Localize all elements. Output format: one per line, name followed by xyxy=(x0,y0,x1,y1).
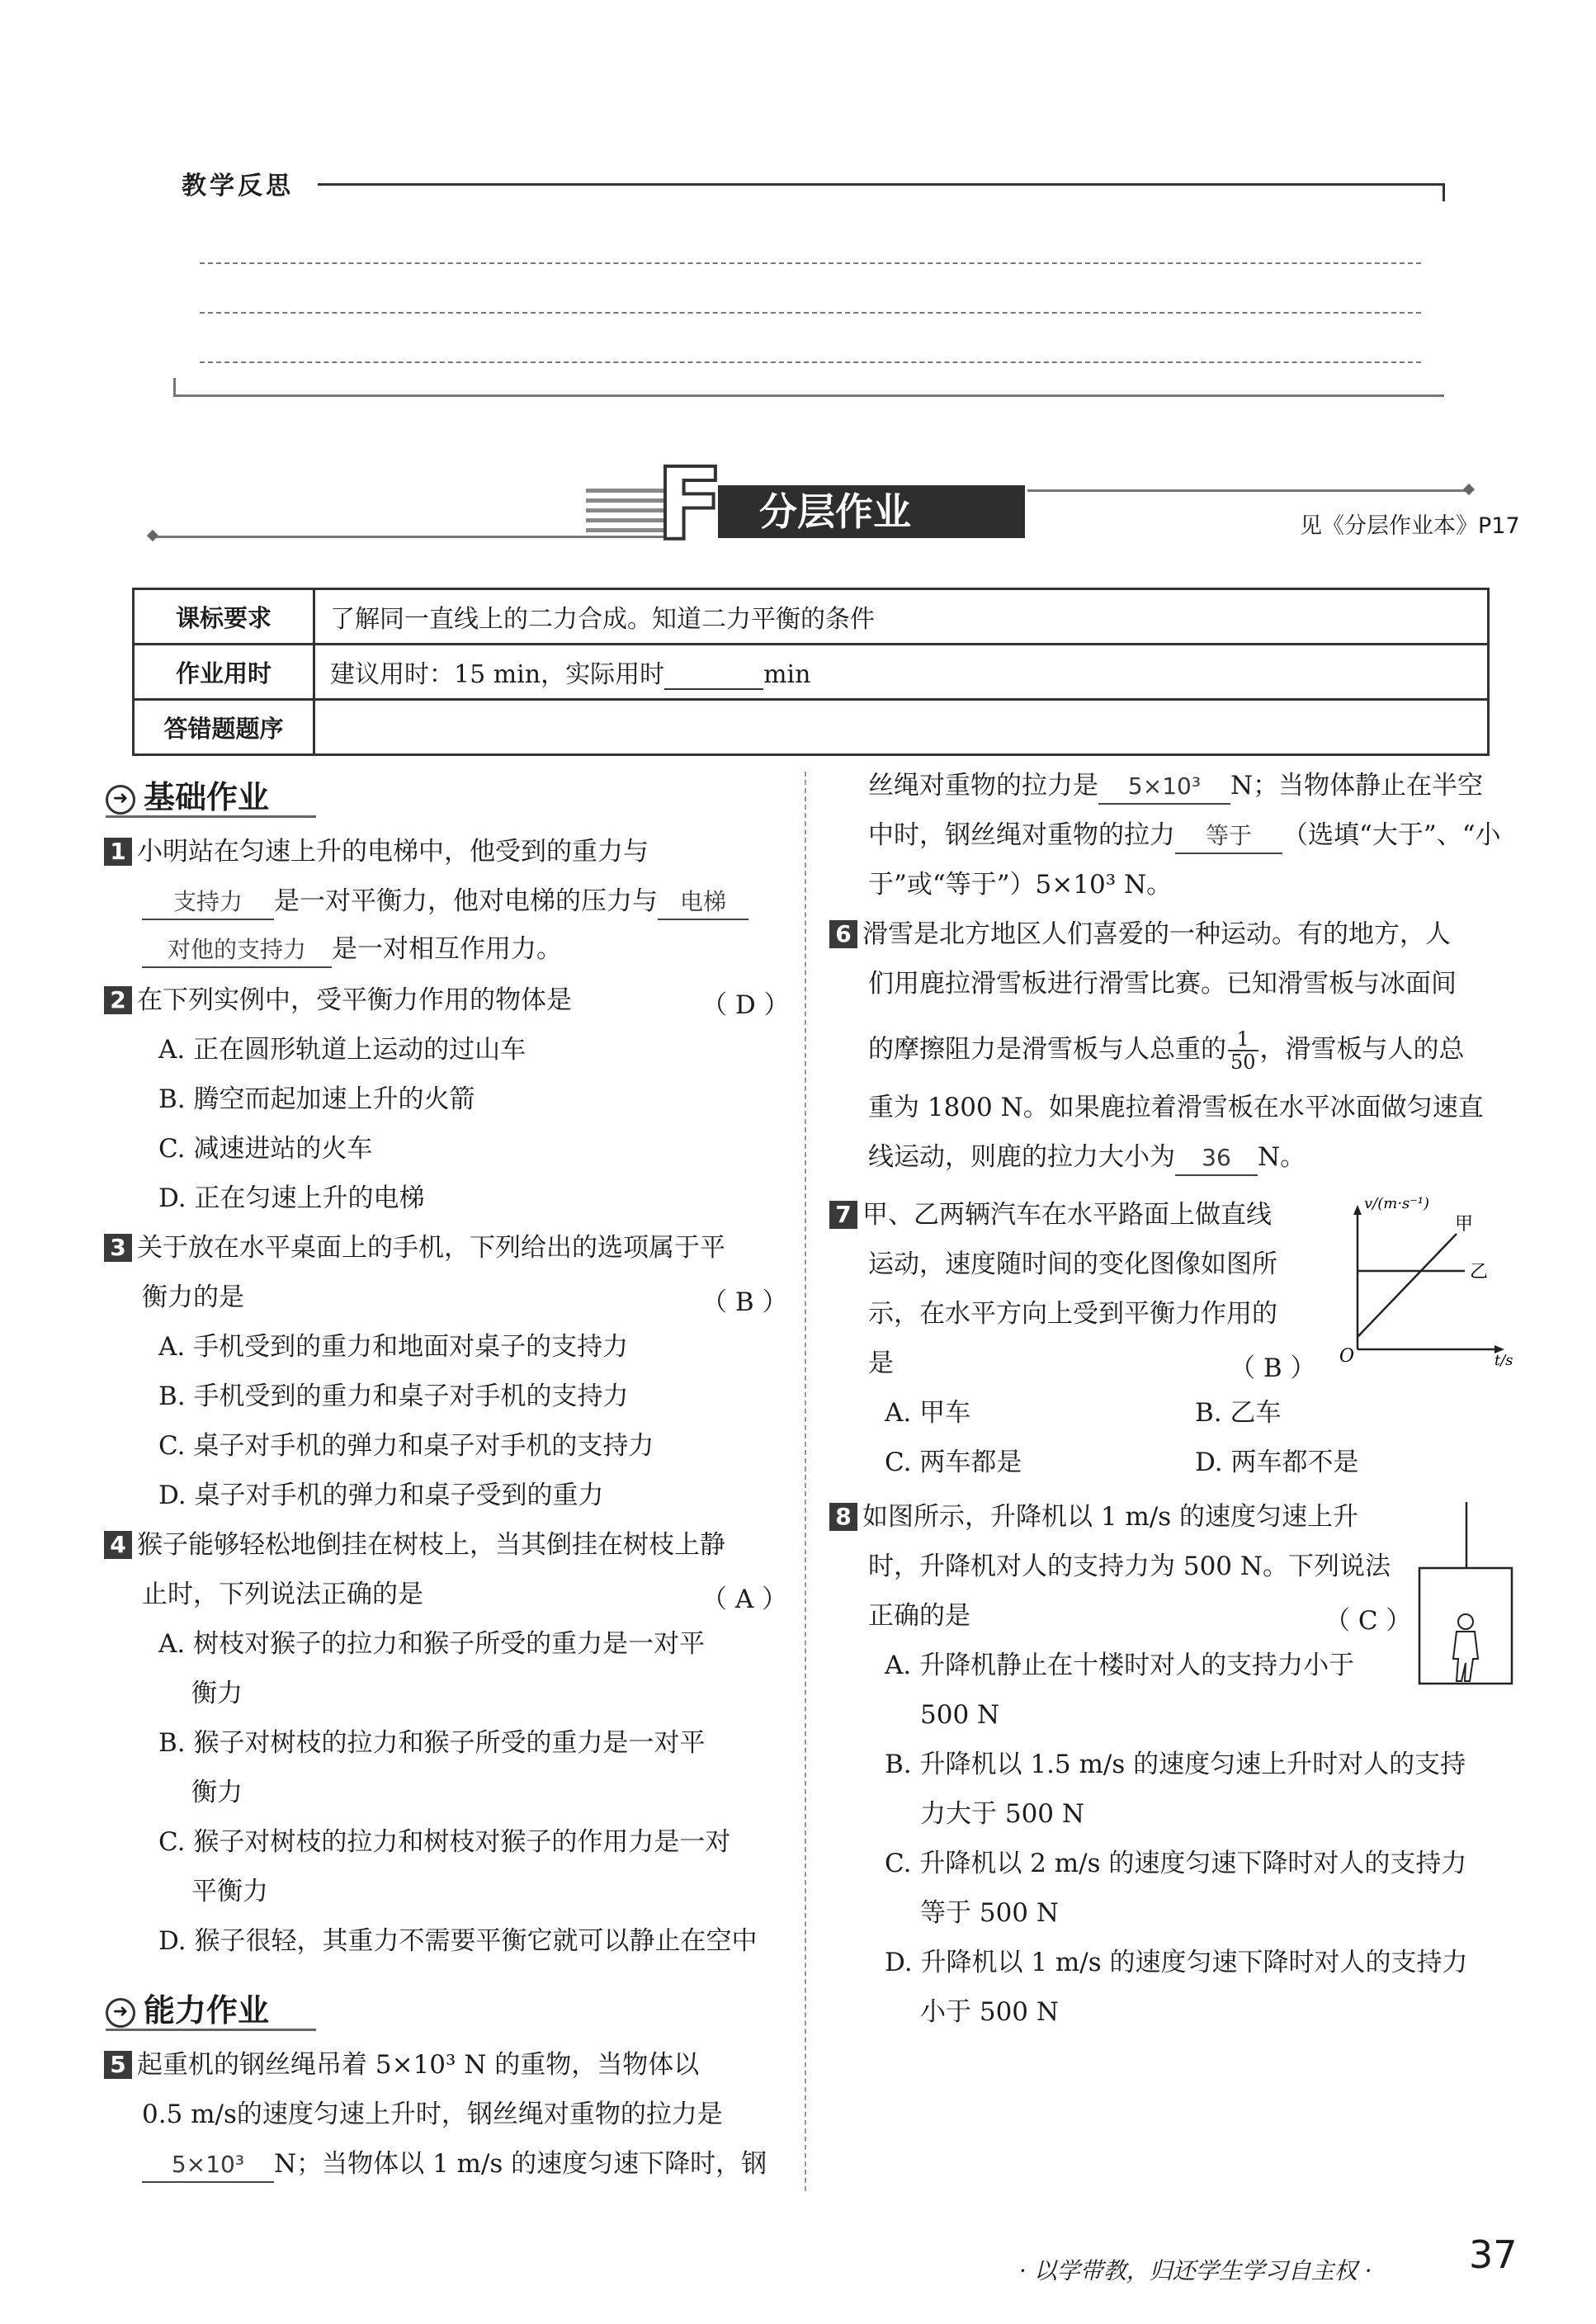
answer-blank[interactable]: 等于 xyxy=(1175,820,1282,854)
answer-blank[interactable]: 5×10³ xyxy=(142,2148,274,2183)
answer-choice: （ B ） xyxy=(701,1287,788,1317)
fraction-numerator: 1 xyxy=(1228,1028,1258,1051)
arrow-icon: ➜ xyxy=(106,785,135,815)
reflection-bottom-rule xyxy=(173,394,1444,397)
table-label: 作业用时 xyxy=(134,645,314,700)
question-text: 关于放在水平桌面上的手机，下列给出的选项属于平 xyxy=(137,1233,725,1263)
option[interactable]: B. 腾空而起加速上升的火箭 xyxy=(158,1084,475,1114)
option[interactable]: B. 升降机以 1.5 m/s 的速度匀速上升时对人的支持 xyxy=(885,1750,1466,1779)
column-divider xyxy=(805,772,806,2191)
question-4-stem xyxy=(104,1528,725,1561)
elevator-diagram xyxy=(1415,1498,1518,1692)
question-7-line-1 xyxy=(829,1198,1272,1231)
question-text: N。 xyxy=(1258,1142,1306,1172)
question-number: 6 xyxy=(829,920,857,948)
reflection-title: 教学反思 xyxy=(182,172,294,201)
option[interactable]: C. 减速进站的火车 xyxy=(158,1134,373,1164)
question-text: 猴子能够轻松地倒挂在树枝上，当其倒挂在树枝上静 xyxy=(137,1530,725,1560)
question-text: 如图所示，升降机以 1 m/s 的速度匀速上升 xyxy=(862,1502,1359,1532)
question-8-line-1 xyxy=(829,1500,1358,1533)
question-5-line-3 xyxy=(142,2147,767,2183)
question-5-line-2: 0.5 m/s的速度匀速上升时，钢丝绳对重物的拉力是 xyxy=(142,2100,723,2129)
answer-blank[interactable]: 36 xyxy=(1175,1141,1258,1176)
question-6-line-4: 重为 1800 N。如果鹿拉着滑雪板在水平冰面做匀速直 xyxy=(868,1093,1484,1122)
question-text: 小明站在匀速上升的电梯中，他受到的重力与 xyxy=(137,837,649,867)
question-3-stem xyxy=(104,1231,725,1264)
question-text: 在下列实例中，受平衡力作用的物体是 xyxy=(137,985,572,1015)
table-label: 课标要求 xyxy=(134,589,314,645)
question-7-line-3: 示，在水平方向上受到平衡力作用的 xyxy=(868,1299,1277,1329)
time-prefix: 建议用时：15 min，实际用时 xyxy=(330,660,665,689)
question-2-stem xyxy=(104,984,572,1017)
series-label-yi: 乙 xyxy=(1470,1262,1489,1282)
table-row xyxy=(134,700,1489,755)
question-number: 5 xyxy=(104,2051,132,2079)
question-5-line-1 xyxy=(104,2048,699,2081)
question-3-stem-2: 衡力的是 xyxy=(142,1282,244,1312)
question-text: 滑雪是北方地区人们喜爱的一种运动。有的地方，人 xyxy=(862,919,1451,949)
question-number: 8 xyxy=(829,1503,857,1531)
velocity-time-graph xyxy=(1333,1188,1523,1370)
answer-blank[interactable]: 支持力 xyxy=(142,886,274,920)
question-1-line-3 xyxy=(142,933,562,968)
question-number: 2 xyxy=(104,986,132,1014)
option[interactable]: D. 两车都不是 xyxy=(1195,1448,1359,1477)
question-6-line-5 xyxy=(868,1141,1306,1176)
option-continued: 衡力 xyxy=(191,1778,243,1807)
question-text: 起重机的钢丝绳吊着 5×10³ N 的重物，当物体以 xyxy=(137,2050,700,2080)
origin-label: O xyxy=(1339,1346,1355,1367)
section-ability xyxy=(106,1985,269,2030)
question-6-line-3 xyxy=(868,1028,1465,1073)
fraction-denominator: 50 xyxy=(1230,1051,1256,1074)
option-continued: 等于 500 N xyxy=(920,1898,1060,1928)
banner-right-rule xyxy=(1027,489,1469,492)
banner-letter-icon: F xyxy=(656,448,724,563)
table-label: 答错题题序 xyxy=(134,700,314,755)
option[interactable]: B. 猴子对树枝的拉力和猴子所受的重力是一对平 xyxy=(158,1728,706,1758)
banner-right-dot xyxy=(1463,484,1475,495)
question-8-line-2: 时，升降机对人的支持力为 500 N。下列说法 xyxy=(868,1552,1391,1581)
option-continued: 力大于 500 N xyxy=(920,1799,1085,1829)
arrow-icon: ➜ xyxy=(106,1998,135,2028)
question-text: 是一对相互作用力。 xyxy=(332,934,562,964)
option-continued: 平衡力 xyxy=(191,1877,268,1906)
question-6-line-2: 们用鹿拉滑雪板进行滑雪比赛。已知滑雪板与冰面间 xyxy=(868,969,1457,999)
option[interactable]: B. 手机受到的重力和桌子对手机的支持力 xyxy=(158,1382,629,1411)
question-5-line-6: 于”或“等于”）5×10³ N。 xyxy=(868,870,1173,900)
section-underline xyxy=(106,815,316,818)
option[interactable]: C. 桌子对手机的弹力和桌子对手机的支持力 xyxy=(158,1431,654,1461)
option[interactable]: A. 升降机静止在十楼时对人的支持力小于 xyxy=(885,1651,1355,1680)
x-axis-label: t/s xyxy=(1494,1352,1513,1369)
question-text: N；当物体以 1 m/s 的速度匀速下降时，钢 xyxy=(274,2149,767,2179)
section-title: 能力作业 xyxy=(144,1992,270,2029)
table-value: 了解同一直线上的二力合成。知道二力平衡的条件 xyxy=(314,589,1489,645)
option-continued: 小于 500 N xyxy=(920,1997,1060,2027)
footer-motto: · 以学带教，归还学生学习自主权 · xyxy=(1019,2257,1372,2284)
question-text: 丝绳对重物的拉力是 xyxy=(868,771,1098,801)
reflection-left-tick xyxy=(173,378,176,396)
question-number: 4 xyxy=(104,1531,132,1559)
option[interactable]: D. 桌子对手机的弹力和桌子受到的重力 xyxy=(158,1481,604,1510)
answer-blank[interactable]: 5×10³ xyxy=(1098,770,1230,805)
question-7-line-4: 是 xyxy=(868,1349,894,1378)
question-number: 3 xyxy=(104,1234,132,1262)
banner-left-dot xyxy=(147,530,158,541)
question-1-line-2 xyxy=(142,885,748,920)
series-label-jia: 甲 xyxy=(1455,1214,1474,1235)
option[interactable]: C. 猴子对树枝的拉力和树枝对猴子的作用力是一对 xyxy=(158,1827,731,1857)
option-continued: 500 N xyxy=(920,1700,1000,1730)
answer-blank[interactable]: 对他的支持力 xyxy=(142,933,332,968)
section-underline xyxy=(106,2029,316,2031)
question-4-stem-2: 止时，下列说法正确的是 xyxy=(142,1580,423,1609)
y-axis-arrow xyxy=(1353,1205,1362,1215)
option[interactable]: D. 猴子很轻，其重力不需要平衡它就可以静止在空中 xyxy=(158,1926,758,1956)
question-5-line-4 xyxy=(868,769,1483,805)
table-row xyxy=(134,645,1489,700)
option[interactable]: C. 两车都是 xyxy=(885,1448,1022,1477)
reflection-top-rule xyxy=(318,183,1444,186)
table-row xyxy=(134,589,1489,645)
question-text: 的摩擦阻力是滑雪板与人总重的 xyxy=(868,1034,1226,1065)
option[interactable]: A. 甲车 xyxy=(885,1398,971,1428)
y-axis-label: v/(m·s⁻¹) xyxy=(1364,1195,1430,1212)
option[interactable]: B. 乙车 xyxy=(1195,1398,1282,1428)
question-text: （选填“大于”、“小 xyxy=(1282,820,1501,850)
question-1-line-1 xyxy=(104,835,649,868)
question-text: 中时，钢丝绳对重物的拉力 xyxy=(868,820,1175,850)
question-text: 是一对平衡力，他对电梯的压力与 xyxy=(274,886,658,916)
option[interactable]: D. 正在匀速上升的电梯 xyxy=(158,1183,425,1213)
option[interactable]: D. 升降机以 1 m/s 的速度匀速下降时对人的支持力 xyxy=(885,1948,1468,1977)
question-8-line-3: 正确的是 xyxy=(868,1601,970,1631)
answer-choice: （ D ） xyxy=(701,990,790,1020)
banner-title: 分层作业 xyxy=(718,485,1025,538)
fraction xyxy=(1228,1028,1258,1073)
question-5-line-5 xyxy=(868,819,1501,854)
option[interactable]: C. 升降机以 2 m/s 的速度匀速下降时对人的支持力 xyxy=(885,1849,1467,1878)
option[interactable]: A. 手机受到的重力和地面对桌子的支持力 xyxy=(158,1332,629,1362)
banner-reference: 见《分层作业本》P17 xyxy=(1300,513,1520,539)
reflection-line-2 xyxy=(200,312,1421,314)
answer-choice: （ A ） xyxy=(701,1585,788,1614)
section-basic xyxy=(106,772,269,817)
reflection-line-1 xyxy=(200,262,1421,264)
wrong-questions-field[interactable] xyxy=(314,700,1489,755)
answer-choice: （ C ） xyxy=(1324,1606,1412,1636)
banner-left-rule xyxy=(153,536,664,538)
option[interactable]: A. 树枝对猴子的拉力和猴子所受的重力是一对平 xyxy=(158,1629,706,1659)
question-6-line-1 xyxy=(829,918,1451,951)
answer-blank[interactable]: 电梯 xyxy=(658,886,748,920)
table-value xyxy=(314,645,1489,700)
option-continued: 衡力 xyxy=(191,1679,243,1708)
question-text: N；当物体静止在半空 xyxy=(1230,771,1484,801)
page-number: 37 xyxy=(1469,2232,1518,2277)
question-text: ，滑雪板与人的总 xyxy=(1259,1034,1465,1065)
option[interactable]: A. 正在圆形轨道上运动的过山车 xyxy=(158,1035,526,1065)
info-table xyxy=(132,588,1490,756)
question-number: 1 xyxy=(104,838,132,866)
reflection-line-3 xyxy=(200,361,1421,363)
question-number: 7 xyxy=(829,1201,857,1229)
series-jia-line xyxy=(1358,1234,1457,1337)
person-icon xyxy=(1453,1614,1478,1681)
question-text: 线运动，则鹿的拉力大小为 xyxy=(868,1142,1175,1172)
question-text: 甲、乙两辆汽车在水平路面上做直线 xyxy=(862,1200,1272,1230)
time-suffix: min xyxy=(763,660,811,689)
actual-time-blank[interactable] xyxy=(664,664,763,690)
answer-choice: （ B ） xyxy=(1230,1353,1316,1383)
question-7-line-2: 运动，速度随时间的变化图像如图所 xyxy=(868,1249,1277,1279)
reflection-right-tick xyxy=(1443,183,1445,201)
section-title: 基础作业 xyxy=(144,779,270,815)
